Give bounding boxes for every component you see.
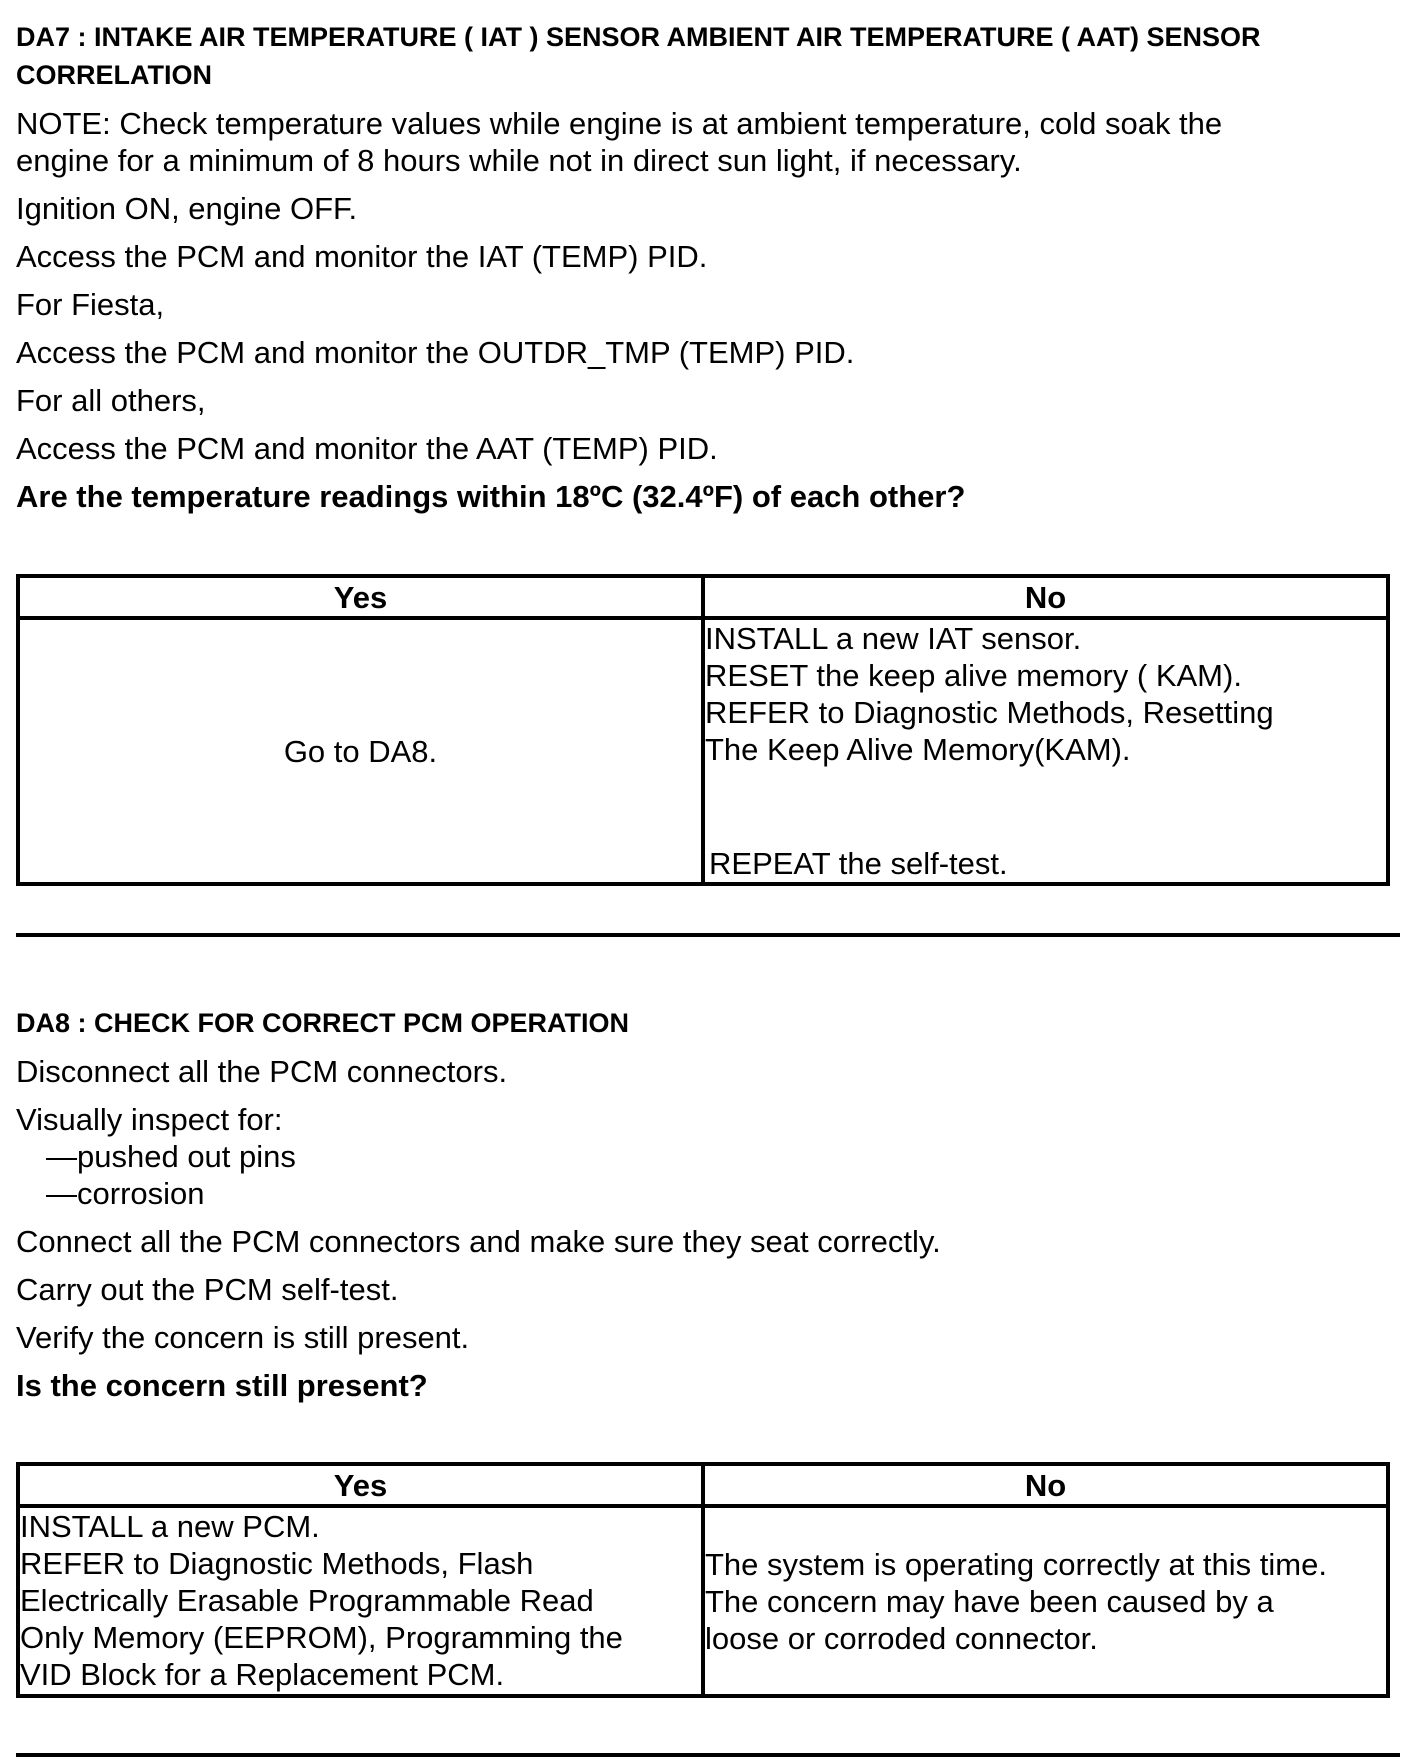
da7-no-line5: REPEAT the self-test. <box>709 846 1008 881</box>
da8-step-2: Visually inspect for: <box>16 1102 283 1137</box>
da7-note-line1: NOTE: Check temperature values while engine is at ambient temperature, cold soak the <box>16 106 1223 141</box>
da7-step-2: Access the PCM and monitor the IAT (TEMP) PID. <box>16 239 708 274</box>
da8-step-3: Connect all the PCM connectors and make sure they seat correctly. <box>16 1224 941 1259</box>
da8-answer-table <box>16 1462 1390 1698</box>
da7-title-line1: DA7 : INTAKE AIR TEMPERATURE ( IAT ) SENSOR AMBIENT AIR TEMPERATURE ( AAT) SENSOR <box>16 22 1261 52</box>
da8-no-line3: loose or corroded connector. <box>705 1620 1098 1656</box>
no-header: No <box>703 1464 1388 1506</box>
da8-yes-line3: Electrically Erasable Programmable Read <box>20 1583 594 1618</box>
da7-no-line3: REFER to Diagnostic Methods, Resetting <box>705 695 1274 730</box>
da7-step-3: For Fiesta, <box>16 287 165 322</box>
table-row <box>18 618 1388 884</box>
da7-note-line2: engine for a minimum of 8 hours while not in direct sun light, if necessary. <box>16 143 1022 178</box>
da8-yes-line1: INSTALL a new PCM. <box>20 1509 320 1544</box>
da7-step-1: Ignition ON, engine OFF. <box>16 191 358 226</box>
da8-bullet-1: —pushed out pins <box>46 1139 296 1174</box>
no-header: No <box>703 576 1388 618</box>
da7-title-line2: CORRELATION <box>16 60 212 90</box>
table-header-row <box>18 576 1388 618</box>
da7-answer-table <box>16 574 1390 886</box>
section-divider <box>16 1753 1400 1757</box>
da8-bullet-2: —corrosion <box>46 1176 205 1211</box>
yes-header: Yes <box>18 1464 703 1506</box>
da8-step-4: Carry out the PCM self-test. <box>16 1272 399 1307</box>
da7-yes-text: Go to DA8. <box>283 733 438 769</box>
da7-no-line4: The Keep Alive Memory(KAM). <box>705 732 1131 767</box>
da8-yes-line4: Only Memory (EEPROM), Programming the <box>20 1620 623 1655</box>
da8-section <box>16 1004 1400 1404</box>
da7-step-5: For all others, <box>16 383 206 418</box>
yes-header: Yes <box>18 576 703 618</box>
table-row <box>18 1506 1388 1696</box>
da8-step-5: Verify the concern is still present. <box>16 1320 470 1355</box>
da7-step-4: Access the PCM and monitor the OUTDR_TMP (TEMP) PID. <box>16 335 855 370</box>
section-divider <box>16 933 1400 937</box>
da8-no-line2: The concern may have been caused by a <box>705 1583 1274 1619</box>
da7-yes-cell <box>18 618 703 884</box>
da7-no-cell <box>703 618 1388 884</box>
da7-section <box>16 18 1400 515</box>
da8-title: DA8 : CHECK FOR CORRECT PCM OPERATION <box>16 1008 630 1038</box>
da7-no-line2: RESET the keep alive memory ( KAM). <box>705 658 1242 693</box>
da8-yes-cell <box>18 1506 703 1696</box>
da8-yes-line2: REFER to Diagnostic Methods, Flash <box>20 1546 534 1581</box>
da8-no-cell <box>703 1506 1388 1696</box>
da7-no-line1: INSTALL a new IAT sensor. <box>705 621 1082 656</box>
da7-step-6: Access the PCM and monitor the AAT (TEMP) PID. <box>16 431 718 466</box>
table-header-row <box>18 1464 1388 1506</box>
da8-yes-line5: VID Block for a Replacement PCM. <box>20 1657 505 1692</box>
da8-no-line1: The system is operating correctly at this time. <box>705 1546 1327 1582</box>
da7-question: Are the temperature readings within 18ºC (32.4ºF) of each other? <box>16 479 966 514</box>
da8-step-1: Disconnect all the PCM connectors. <box>16 1054 508 1089</box>
da8-question: Is the concern still present? <box>16 1368 428 1403</box>
